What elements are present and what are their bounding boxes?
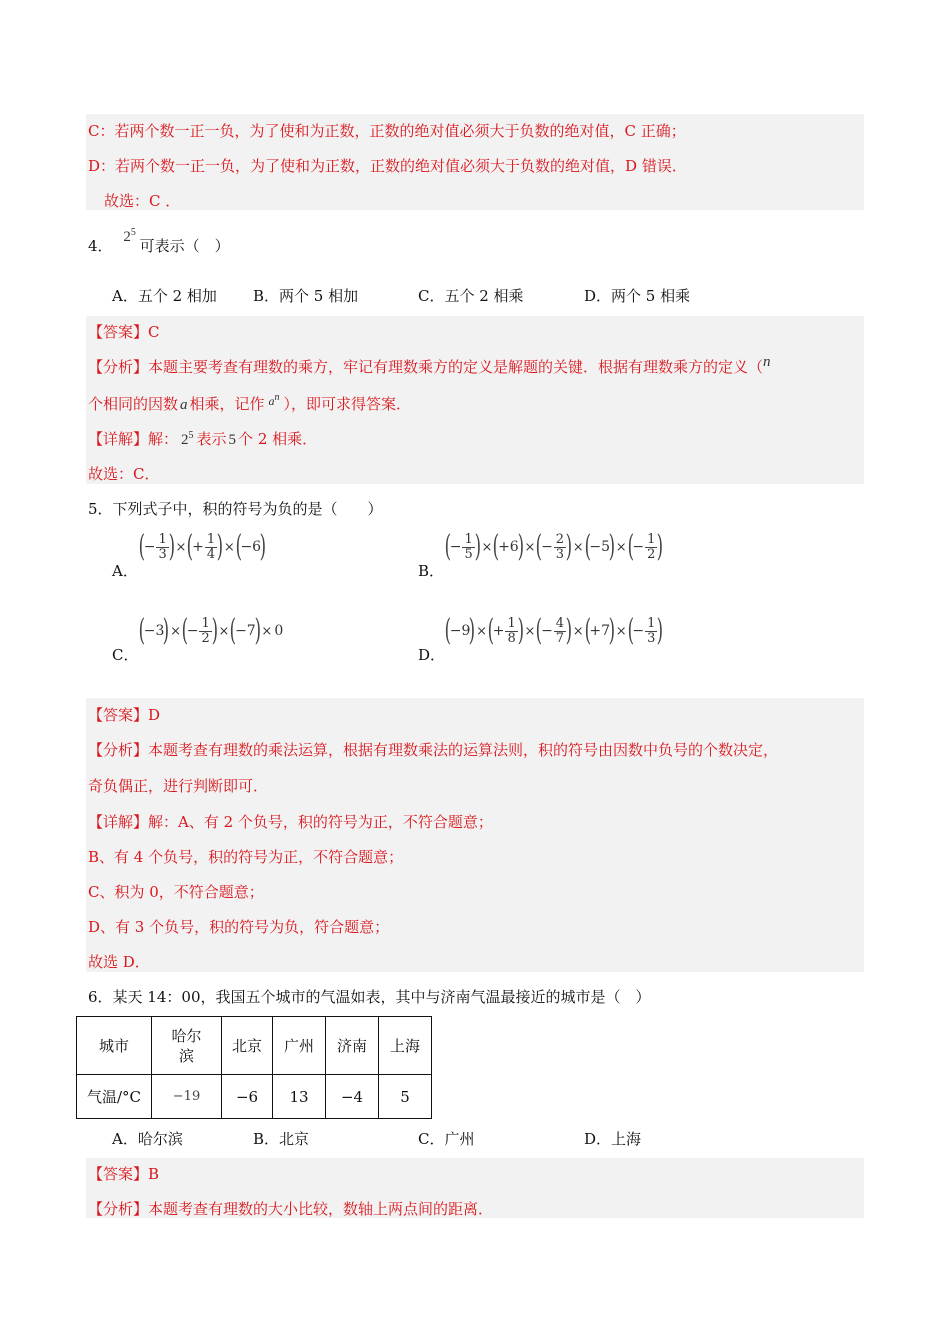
q5-answer [88,704,160,725]
table-cell: −4 [326,1075,379,1119]
q5-option-c-label[interactable]: C． [112,646,139,664]
table-cell: 广州 [273,1017,326,1075]
analysis-text: 本题考查有理数的大小比较，数轴上两点间的距离． [148,1200,494,1218]
q4-option-a[interactable]: A．五个 2 相加 [112,287,217,305]
temperature-table [76,1016,432,1119]
analysis-label: 【分析】 [88,741,149,759]
q4-answer [88,321,160,342]
q6-option-c[interactable]: C．广州 [418,1130,475,1148]
q4-conclusion: 故选：C． [88,465,160,483]
q5-option-a-label[interactable]: A． [112,562,138,580]
answer-value: B [148,1165,160,1183]
q5-analysis-line1 [88,739,778,760]
math-a-power: an [268,392,280,408]
table-cell: 气温/°C [77,1075,152,1119]
q5-detail-line4: D、有 3 个负号，积的符号为负，符合题意； [88,918,390,936]
q5-option-d-expr: ( −9 ) × ( + $\frac{1}{8}$ ) × ( − $\frac{4}{7}$ ) × ( +7 ) × ( − $\frac{1}{3}$ ) [444,613,664,648]
answer-value: D [148,706,161,724]
q6-option-a[interactable]: A．哈尔滨 [112,1130,183,1148]
q5-detail-line1 [88,811,493,832]
detail-text: 表示 [196,430,227,448]
analysis-text: ），即可求得答案． [283,395,412,413]
math-a: a [180,397,188,413]
q3-line-c: C：若两个数一正一负，为了使和为正数，正数的绝对值必须大于负数的绝对值，C 正确； [88,122,686,140]
table-row [77,1075,432,1119]
table-header-row [77,1017,432,1075]
detail-text: 解： [148,430,179,448]
analysis-label: 【分析】 [88,1200,149,1218]
answer-label: 【答案】 [88,323,149,341]
table-cell: 城市 [77,1017,152,1075]
q6-option-b[interactable]: B．北京 [253,1130,310,1148]
q4-power [123,229,139,245]
analysis-text: 本题考查有理数的乘法运算，根据有理数乘法的运算法则，积的符号由因数中负号的个数决定， [148,741,779,759]
q3-choice: 故选：C ． [104,192,181,210]
q4-question [88,227,230,256]
detail-label: 【详解】 [88,813,149,831]
detail-text: 个 2 相乘． [238,430,318,448]
table-cell: 5 [379,1075,432,1119]
analysis-text: 本题主要考查有理数的乘方，牢记有理数乘方的定义是解题的关键．根据有理数乘方的定义（ [148,358,764,376]
q4-option-c[interactable]: C．五个 2 相乘 [418,287,524,305]
detail-text: 解：A、有 2 个负号，积的符号为正，不符合题意； [148,813,493,831]
q5-option-a-expr: ( − $\frac{1}{3}$ ) × ( + $\frac{1}{4}$ ) × ( −6 ) [138,529,267,564]
detail-five: 5 [228,432,237,448]
math-n: n [763,354,771,370]
q5-detail-line3: C、积为 0，不符合题意； [88,883,264,901]
q5-option-c-expr: ( −3 ) × ( − $\frac{1}{2}$ ) × ( −7 ) × 0 [138,613,284,648]
answer-value: C [148,323,160,341]
detail-power: $2^5$ [181,430,194,448]
q4-exponent: 5 [130,227,136,238]
answer-label: 【答案】 [88,1165,149,1183]
analysis-text: 相乘，记作 [189,395,265,413]
q4-option-b[interactable]: B．两个 5 相加 [253,287,359,305]
q6-option-d[interactable]: D．上海 [584,1130,642,1148]
q6-answer [88,1163,159,1184]
analysis-text: 个相同的因数 [88,395,179,413]
table-cell: −6 [222,1075,273,1119]
q4-analysis-line1 [88,356,771,377]
q6-stem: 6．某天 14：00，我国五个城市的气温如表，其中与济南气温最接近的城市是（ ） [88,988,651,1006]
q5-stem: 5．下列式子中，积的符号为负的是（ ） [88,500,383,518]
q4-base: 2 [123,229,131,245]
q3-line-d: D：若两个数一正一负，为了使和为正数，正数的绝对值必须大于负数的绝对值，D 错误． [88,157,687,175]
q4-stem: 可表示（ ） [139,237,230,255]
table-cell: −19 [152,1075,222,1119]
q5-detail-line2: B、有 4 个负号，积的符号为正，不符合题意； [88,848,404,866]
table-cell: 济南 [326,1017,379,1075]
q5-option-b-label[interactable]: B． [418,562,445,580]
q5-analysis-line2: 奇负偶正，进行判断即可． [88,777,269,795]
analysis-label: 【分析】 [88,358,149,376]
q4-analysis-line2 [88,393,411,414]
table-cell: 上海 [379,1017,432,1075]
q5-option-b-expr: ( − $\frac{1}{5}$ ) × ( +6 ) × ( − $\frac{2}{3}$ ) × ( −5 ) × ( − $\frac{1}{2}$ ) [444,529,664,564]
answer-label: 【答案】 [88,706,149,724]
detail-label: 【详解】 [88,430,149,448]
q6-analysis [88,1198,493,1219]
q4-number: 4． [88,237,113,255]
table-cell: 北京 [222,1017,273,1075]
q5-option-d-label[interactable]: D． [418,646,446,664]
q4-detail [88,428,317,449]
q5-conclusion: 故选 D． [88,953,150,971]
q4-option-d[interactable]: D．两个 5 相乘 [584,287,691,305]
table-cell: 13 [273,1075,326,1119]
table-cell: 哈尔 滨 [152,1017,222,1075]
